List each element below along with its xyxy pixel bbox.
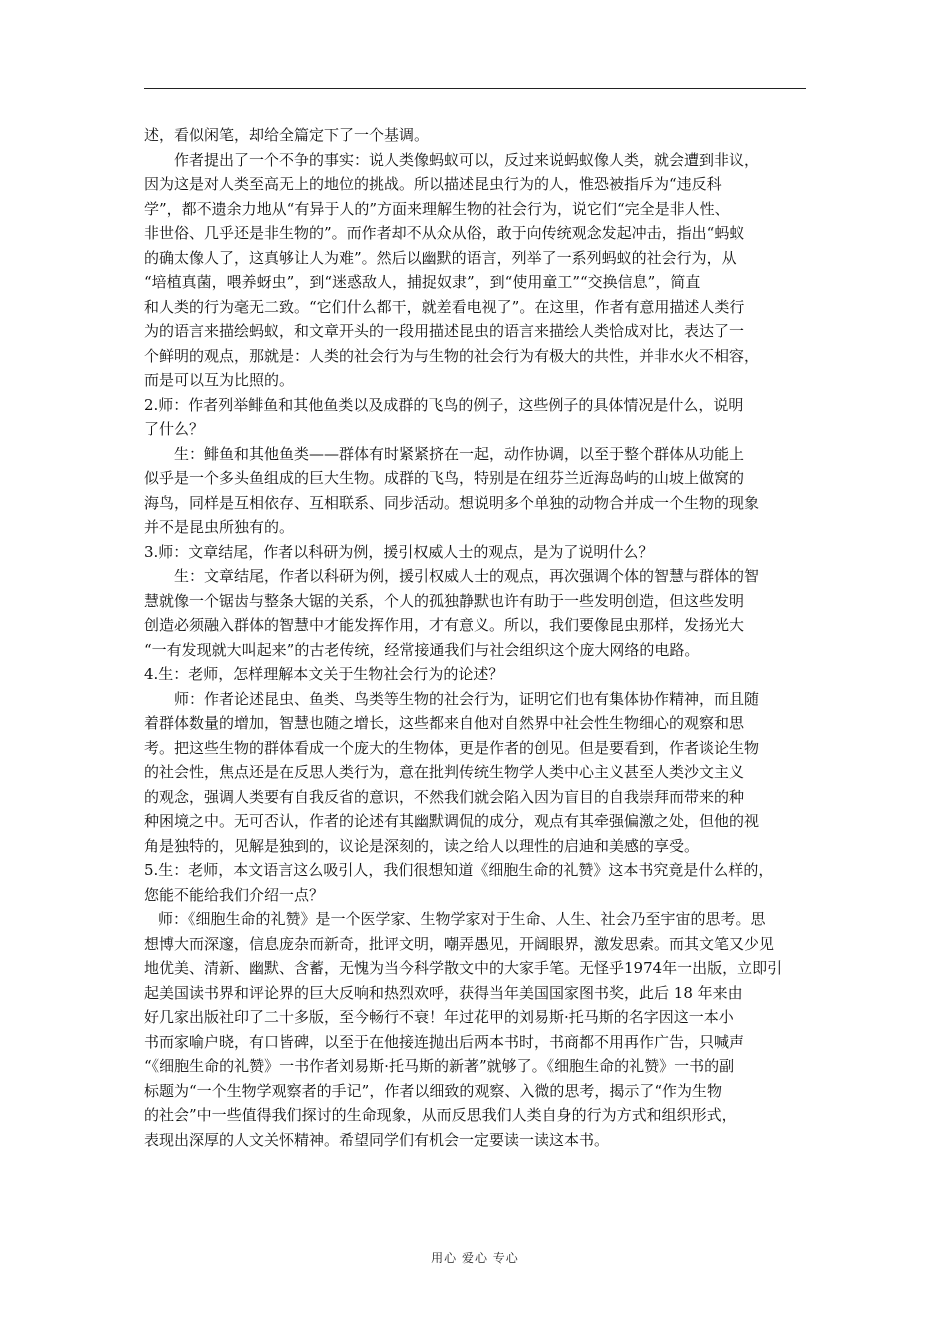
text-line: 种困境之中。无可否认，作者的论述有其幽默调侃的成分，观点有其牵强偏激之处，但他的视: [144, 812, 760, 830]
text-line: 地优美、清新、幽默、含蓄，无愧为当今科学散文中的大家手笔。无怪乎1974年一出版，立即引: [144, 959, 783, 977]
text-line: 标题为“一个生物学观察者的手记”，作者以细致的观察、入微的思考，揭示了“作为生物: [144, 1081, 723, 1100]
text-line: 创造必须融入群体的智慧中才能发挥作用，才有意义。所以，我们要像昆虫那样，发扬光大: [144, 616, 745, 634]
text-line: “培植真菌，喂养蚜虫”，到“迷惑敌人，捕捉奴隶”，到“使用童工”“交换信息”，简直: [144, 273, 701, 291]
text-line: 表现出深厚的人文关怀精神。希望同学们有机会一定要读一读这本书。: [144, 1130, 610, 1149]
page-footer: 用心 爱心 专心: [431, 1251, 519, 1265]
text-line: 非世俗、几乎还是非生物的”。而作者却不从众从俗，敢于向传统观念发起冲击，指出“蚂蚁: [144, 224, 745, 242]
text-line: 师：作者论述昆虫、鱼类、鸟类等生物的社会行为，证明它们也有集体协作精神，而且随: [174, 689, 760, 708]
text-line: 学”，都不遗余力地从“有异于人的”方面来理解生物的社会行为，说它们“完全是非人性、: [144, 199, 730, 218]
text-line: 的社会性，焦点还是在反思人类行为，意在批判传统生物学人类中心主义甚至人类沙文主义: [144, 763, 745, 781]
text-line: 的确太像人了，这真够让人为难”。然后以幽默的语言，列举了一系列蚂蚁的社会行为，从: [144, 248, 737, 267]
text-line: 的社会”中一些值得我们探讨的生命现象，从而反思我们人类自身的行为方式和组织形式，: [144, 1106, 737, 1124]
text-line: 生：文章结尾，作者以科研为例，援引权威人士的观点，再次强调个体的智慧与群体的智: [174, 567, 760, 585]
text-line: 慧就像一个锯齿与整条大锯的关系，个人的孤独静默也许有助于一些发明创造，但这些发明: [144, 591, 745, 610]
text-line: 师：《细胞生命的礼赞》是一个医学家、生物学家对于生命、人生、社会乃至宇宙的思考。思: [158, 910, 766, 928]
text-line: 并不是昆虫所独有的。: [144, 518, 295, 536]
text-line: 3.师：文章结尾，作者以科研为例，援引权威人士的观点，是为了说明什么？: [144, 542, 654, 561]
text-line: 角是独特的，见解是独到的，议论是深刻的，读之给人以理性的启迪和美感的享受。: [144, 836, 700, 855]
text-line: 和人类的行为毫无二致。“它们什么都干，就差看电视了”。在这里，作者有意用描述人类行: [144, 297, 745, 316]
text-line: 考。把这些生物的群体看成一个庞大的生物体，更是作者的创见。但是要看到，作者谈论生物: [144, 738, 760, 757]
text-line: “一有发现就大叫起来”的古老传统，经常接通我们与社会组织这个庞大网络的电路。: [144, 640, 700, 659]
text-line: 书而家喻户晓，有口皆碑，以至于在他接连抛出后两本书时，书商都不用再作广告，只喊声: [144, 1032, 745, 1051]
text-line: 好几家出版社印了二十多版，至今畅行不衰！年过花甲的刘易斯·托马斯的名字因这一本小: [144, 1008, 734, 1026]
text-line: 2.师：作者列举鲱鱼和其他鱼类以及成群的飞鸟的例子，这些例子的具体情况是什么，说明: [144, 395, 744, 414]
document-body: [144, 123, 808, 1152]
text-line: 了什么？: [144, 420, 205, 438]
text-line: 述，看似闲笔，却给全篇定下了一个基调。: [144, 126, 430, 144]
text-line: 您能不能给我们介绍一点？: [144, 885, 325, 904]
text-line: 5.生：老师，本文语言这么吸引人，我们很想知道《细胞生命的礼赞》这本书究竟是什么样的，: [144, 861, 774, 879]
text-line: 的观念，强调人类要有自我反省的意识，不然我们就会陷入因为盲目的自我崇拜而带来的种: [144, 787, 745, 806]
text-line: 因为这是对人类至高无上的地位的挑战。所以描述昆虫行为的人，惟恐被指斥为“违反科: [144, 175, 722, 193]
text-line: 生：鲱鱼和其他鱼类——群体有时紧紧挤在一起，动作协调，以至于整个群体从功能上: [174, 444, 745, 463]
text-line: 4.生：老师，怎样理解本文关于生物社会行为的论述？: [144, 665, 504, 683]
text-line: “《细胞生命的礼赞》一书作者刘易斯·托马斯的新著”就够了。《细胞生命的礼赞》一书的副: [144, 1057, 735, 1075]
text-line: 个鲜明的观点，那就是：人类的社会行为与生物的社会行为有极大的共性，并非水火不相容，: [144, 346, 760, 365]
text-line: 着群体数量的增加，智慧也随之增长，这些都来自他对自然界中社会性生物细心的观察和思: [144, 714, 745, 732]
text-line: 作者提出了一个不争的事实：说人类像蚂蚁可以，反过来说蚂蚁像人类，就会遭到非议，: [174, 150, 760, 169]
text-line: 似乎是一个多头鱼组成的巨大生物。成群的飞鸟，特别是在纽芬兰近海岛屿的山坡上做窝的: [144, 469, 745, 487]
text-line: 为的语言来描绘蚂蚁，和文章开头的一段用描述昆虫的语言来描绘人类恰成对比，表达了一: [144, 322, 745, 340]
text-line: 起美国读书界和评论界的巨大反响和热烈欢呼，获得当年美国国家图书奖，此后 18 年来由: [144, 983, 743, 1002]
text-line: 而是可以互为比照的。: [144, 371, 295, 389]
header-rule: [144, 88, 806, 89]
text-line: 海鸟，同样是互相依存、互相联系、同步活动。想说明多个单独的动物合并成一个生物的现象: [144, 493, 760, 512]
text-line: 想博大而深邃，信息庞杂而新奇，批评文明，嘲弄愚见，开阔眼界，激发思索。而其文笔又少见: [144, 934, 775, 953]
